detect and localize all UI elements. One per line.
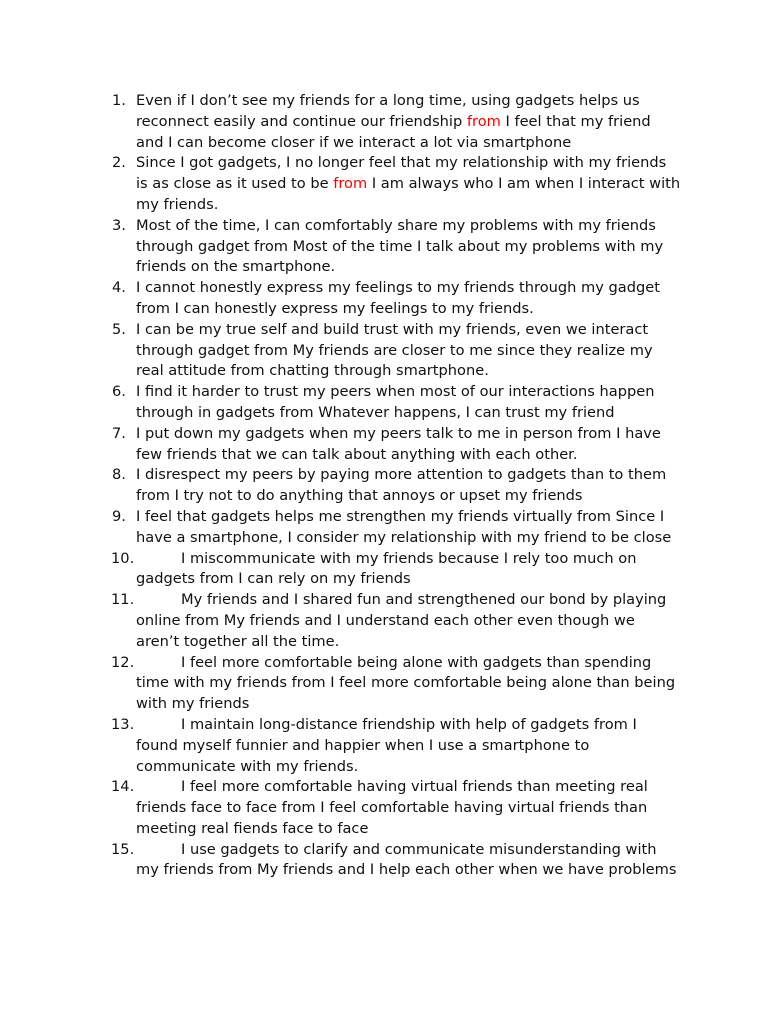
item-text: [136, 591, 666, 650]
highlighted-word: from: [333, 175, 368, 193]
item-text-part: I use gadgets to clarify and communicate misunderstanding with my friends from My friends and I help each other when we have problems: [136, 840, 677, 879]
item-number: 5.: [112, 320, 126, 338]
list-item-2: [112, 153, 682, 215]
item-text: [136, 654, 675, 713]
item-number: 8.: [112, 466, 126, 484]
item-text: [136, 841, 676, 879]
item-text: I can be my true self and build trust with my friends, even we interact through gadget from My friends are closer to me since they realize my real attitude from chatting through smartphone.: [136, 320, 653, 380]
item-text: [136, 550, 636, 588]
list-item-7: [112, 424, 682, 466]
item-text-part: My friends and I shared fun and strengthened our bond by playing online from My friends and I understand each other even though we aren’t together all the time.: [136, 591, 667, 650]
item-text-part: I miscommunicate with my friends because I rely too much on gadgets from I can rely on my friends: [136, 549, 637, 588]
item-number: 4.: [112, 279, 126, 297]
item-text: Most of the time, I can comfortably share my problems with my friends through gadget from Most of the time I talk about my problems with my friends on the smartphone.: [136, 216, 664, 276]
statement-list: [112, 91, 682, 881]
item-text-part: I feel more comfortable being alone with gadgets than spending time with my friends from I feel more comfortable being alone than being with my friends: [136, 653, 676, 713]
item-number: 6.: [112, 383, 126, 401]
list-item-5: [112, 320, 682, 382]
item-text: I cannot honestly express my feelings to my friends through my gadget from I can honestly express my feelings to my friends.: [136, 279, 660, 317]
item-number: 11.: [111, 591, 135, 609]
list-item-12: [112, 653, 682, 715]
item-number: 1.: [112, 92, 126, 109]
item-number: 7.: [112, 424, 126, 442]
list-item-11: [112, 590, 682, 652]
item-number: 2.: [112, 154, 126, 172]
item-text-part: I am always who I am when I interact with my friends.: [136, 175, 681, 213]
list-item-9: [112, 507, 682, 549]
item-text-part: Even if I don’t see my friends for a long time, using gadgets helps us reconnect easily and continue our friendship: [136, 92, 640, 130]
item-text-part: I feel more comfortable having virtual friends than meeting real friends face to face from I feel comfortable having virtual friends than meeting real fiends face to face: [136, 778, 648, 837]
highlighted-word: from: [466, 112, 501, 130]
item-number: 12.: [111, 653, 135, 671]
list-item-10: [112, 549, 682, 591]
item-text: I feel that gadgets helps me strengthen my friends virtually from Since I have a smartphone, I consider my relationship with my friend to be close: [136, 507, 672, 546]
list-item-4: [112, 278, 682, 320]
item-text: [136, 154, 680, 213]
item-number: 13.: [111, 715, 135, 733]
list-item-14: [112, 777, 682, 839]
item-text-part: I maintain long-distance friendship with help of gadgets from I found myself funnier and happier when I use a smartphone to communicate with my friends.: [136, 715, 637, 775]
item-number: 15.: [111, 840, 135, 858]
list-item-1: [112, 91, 682, 153]
item-text-part: Since I got gadgets, I no longer feel that my relationship with my friends is as close as it used to be: [136, 154, 667, 193]
list-item-3: [112, 216, 682, 278]
list-item-6: [112, 382, 682, 424]
item-text: [136, 92, 651, 151]
item-text: [136, 716, 637, 775]
list-item-8: [112, 465, 682, 507]
item-text: [136, 778, 648, 837]
item-text: I disrespect my peers by paying more attention to gadgets than to them from I try not to do anything that annoys or upset my friends: [136, 466, 667, 505]
item-number: 3.: [112, 216, 126, 234]
item-number: 9.: [112, 507, 126, 525]
item-text-part: I feel that my friend and I can become closer if we interact a lot via smartphone: [136, 112, 651, 151]
item-text: I put down my gadgets when my peers talk to me in person from I have few friends that we can talk about anything with each other.: [136, 424, 661, 463]
item-number: 14.: [111, 778, 135, 796]
list-item-13: [112, 715, 682, 777]
item-text: I find it harder to trust my peers when most of our interactions happen through in gadgets from Whatever happens, I can trust my friend: [136, 383, 655, 421]
list-item-15: [112, 840, 682, 882]
item-number: 10.: [111, 549, 135, 567]
